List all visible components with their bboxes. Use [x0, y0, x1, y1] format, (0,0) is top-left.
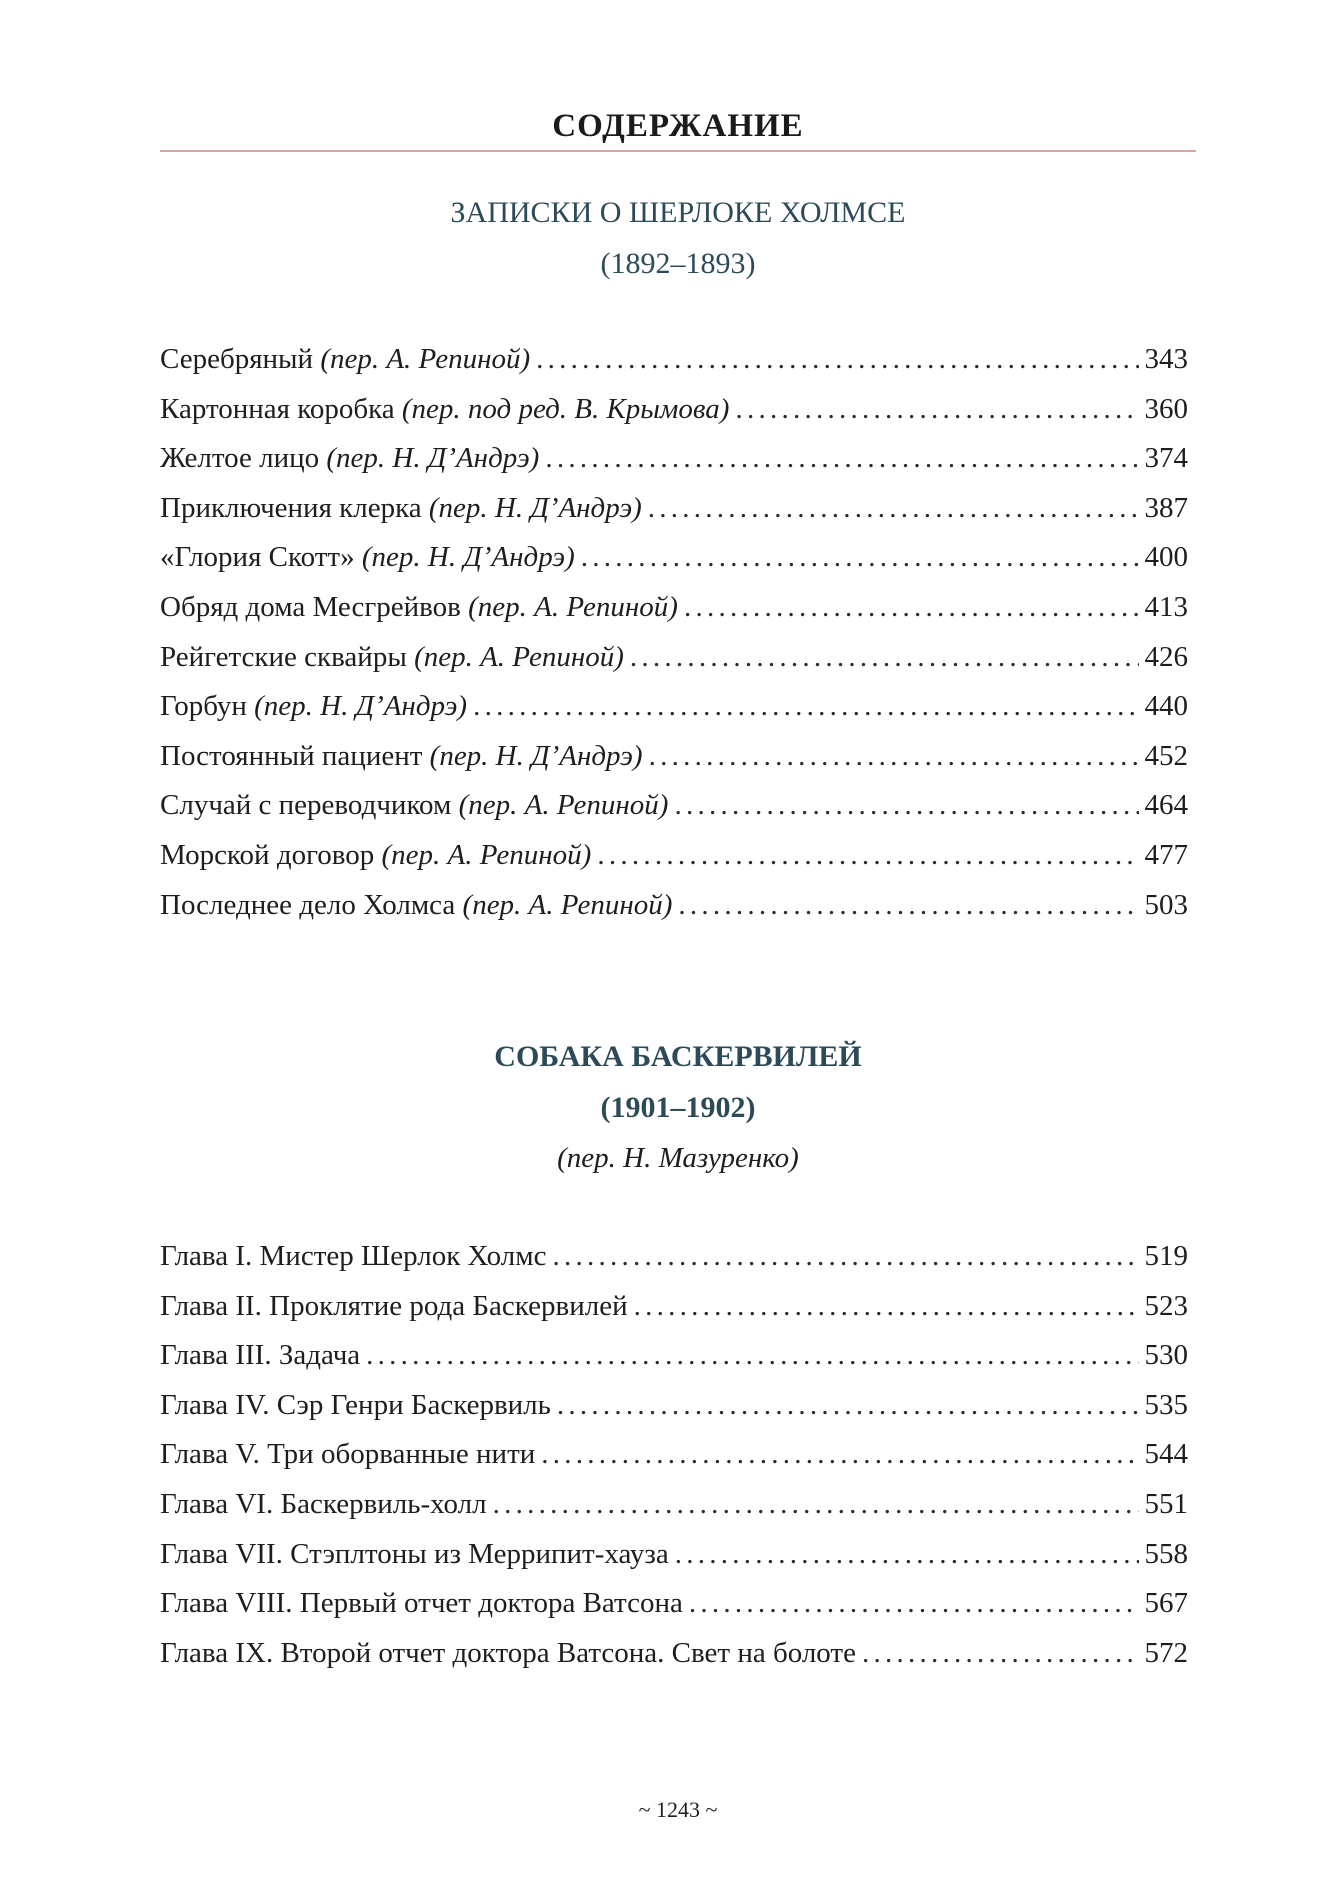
- toc-entry-translator: (пер. А. Репиной): [462, 888, 673, 921]
- toc-entry[interactable]: [160, 1240, 1188, 1290]
- toc-entry-title: Картонная коробка: [160, 392, 395, 425]
- toc-entry-title: Обряд дома Месгрейвов: [160, 590, 461, 623]
- toc-entry[interactable]: [160, 839, 1188, 889]
- section-2-years: (1901–1902): [600, 1091, 756, 1124]
- toc-entry-title: Глава I. Мистер Шерлок Холмс: [160, 1240, 547, 1272]
- leader-dots: [684, 591, 1139, 624]
- toc-entry[interactable]: [160, 1389, 1188, 1439]
- toc-entry-page: 558: [1144, 1537, 1188, 1570]
- leader-dots: [678, 889, 1138, 922]
- toc-entry-page: 413: [1144, 590, 1188, 623]
- toc-entry[interactable]: [160, 442, 1188, 492]
- page-title: СОДЕРЖАНИЕ: [552, 108, 804, 144]
- leader-dots: [536, 343, 1138, 376]
- toc-entry[interactable]: [160, 789, 1188, 839]
- toc-entry-page: 343: [1144, 343, 1188, 375]
- toc-entry-page: 523: [1144, 1289, 1188, 1322]
- section-1-heading: ЗАПИСКИ О ШЕРЛОКЕ ХОЛМСЕ: [450, 196, 906, 229]
- toc-entry[interactable]: [160, 393, 1188, 443]
- leader-dots: [674, 789, 1138, 822]
- toc-entry-translator: (пер. А. Репиной): [468, 590, 678, 623]
- leader-dots: [366, 1339, 1138, 1372]
- toc-entry[interactable]: [160, 1339, 1188, 1389]
- toc-entry[interactable]: [160, 1637, 1188, 1687]
- toc-entry-page: 426: [1144, 640, 1188, 673]
- toc-entry-page: 544: [1144, 1438, 1188, 1471]
- leader-dots: [735, 393, 1138, 426]
- toc-entry-translator: (пер. А. Репиной): [320, 343, 531, 375]
- toc-entry-translator: (пер. А. Репиной): [414, 640, 624, 673]
- toc-entry-page: 572: [1144, 1636, 1188, 1669]
- toc-entry-page: 477: [1144, 838, 1188, 871]
- toc-entry[interactable]: [160, 343, 1188, 393]
- leader-dots: [862, 1637, 1139, 1670]
- toc-entry[interactable]: [160, 641, 1188, 691]
- title-divider: [160, 150, 1196, 152]
- toc-entry[interactable]: [160, 591, 1188, 641]
- toc-entry-title: Случай с переводчиком: [160, 789, 452, 822]
- toc-entry[interactable]: [160, 541, 1188, 591]
- toc-entry-translator: (пер. Н. Д’Андрэ): [326, 442, 540, 475]
- toc-entry-translator: (пер. под ред. В. Крымова): [401, 392, 730, 425]
- toc-entry[interactable]: [160, 1290, 1188, 1340]
- toc-entry-page: 374: [1144, 442, 1188, 475]
- toc-entry-page: 535: [1144, 1388, 1188, 1421]
- leader-dots: [545, 442, 1138, 475]
- toc-entry-title: Глава VI. Баскервиль-холл: [160, 1487, 487, 1520]
- leader-dots: [493, 1488, 1139, 1521]
- toc-entry-title: Серебряный: [160, 343, 314, 375]
- leader-dots: [473, 690, 1138, 723]
- toc-entry-page: 400: [1144, 541, 1188, 574]
- leader-dots: [557, 1389, 1139, 1422]
- toc-entry-page: 440: [1144, 690, 1188, 723]
- toc-entry[interactable]: [160, 740, 1188, 790]
- toc-entry-page: 551: [1144, 1487, 1188, 1520]
- leader-dots: [649, 740, 1139, 773]
- toc-entry[interactable]: [160, 1438, 1188, 1488]
- page-number: ~ 1243 ~: [638, 1797, 718, 1822]
- toc-entry-page: 452: [1144, 739, 1188, 772]
- toc-entry-translator: (пер. А. Репиной): [381, 838, 592, 871]
- toc-entry-title: Постоянный пациент: [160, 739, 423, 772]
- toc-entry-title: Глава II. Проклятие рода Баскервилей: [160, 1289, 628, 1322]
- leader-dots: [597, 839, 1138, 872]
- leader-dots: [630, 641, 1139, 674]
- toc-entry-title: Глава VIII. Первый отчет доктора Ватсона: [160, 1587, 683, 1620]
- toc-entry-page: 503: [1144, 888, 1188, 921]
- toc-entry-translator: (пер. Н. Д’Андрэ): [361, 541, 575, 574]
- toc-entry-translator: (пер. А. Репиной): [458, 789, 669, 822]
- toc-entry[interactable]: [160, 690, 1188, 740]
- toc-entry-title: Приключения клерка: [160, 491, 422, 524]
- toc-entry-translator: (пер. Н. Д’Андрэ): [428, 491, 642, 524]
- section-1-toc: [160, 343, 1188, 938]
- toc-entry[interactable]: [160, 1587, 1188, 1637]
- toc-entry-title: Глава IV. Сэр Генри Баскервиль: [160, 1388, 551, 1421]
- toc-entry-title: Глава V. Три оборванные нити: [160, 1438, 536, 1471]
- toc-entry[interactable]: [160, 492, 1188, 542]
- toc-entry-page: 519: [1144, 1240, 1188, 1272]
- toc-entry-title: Горбун: [160, 690, 247, 723]
- section-1-years: (1892–1893): [600, 247, 756, 280]
- toc-entry-title: Морской договор: [160, 838, 375, 871]
- toc-entry-translator: (пер. Н. Д’Андрэ): [254, 690, 468, 723]
- toc-entry[interactable]: [160, 1538, 1188, 1588]
- toc-entry-title: Желтое лицо: [160, 442, 320, 475]
- section-2-translator: (пер. Н. Мазуренко): [557, 1142, 799, 1174]
- toc-entry-page: 530: [1144, 1339, 1188, 1372]
- toc-entry-title: Рейгетские сквайры: [160, 640, 407, 673]
- toc-entry-translator: (пер. Н. Д’Андрэ): [429, 739, 643, 772]
- leader-dots: [634, 1290, 1139, 1323]
- leader-dots: [689, 1587, 1139, 1620]
- section-2-heading: СОБАКА БАСКЕРВИЛЕЙ: [494, 1040, 862, 1073]
- leader-dots: [648, 492, 1139, 525]
- leader-dots: [541, 1438, 1138, 1471]
- leader-dots: [675, 1538, 1139, 1571]
- toc-entry[interactable]: [160, 889, 1188, 939]
- toc-entry-page: 360: [1144, 392, 1188, 425]
- toc-entry-title: Глава IX. Второй отчет доктора Ватсона. Свет на болоте: [160, 1636, 856, 1669]
- toc-entry-title: «Глория Скотт»: [160, 541, 355, 574]
- toc-entry-title: Последнее дело Холмса: [160, 888, 456, 921]
- toc-entry-title: Глава VII. Стэплтоны из Меррипит-хауза: [160, 1537, 669, 1570]
- toc-entry-page: 567: [1144, 1587, 1188, 1620]
- toc-entry-page: 464: [1144, 789, 1188, 822]
- toc-entry-title: Глава III. Задача: [160, 1339, 361, 1372]
- leader-dots: [552, 1240, 1138, 1273]
- toc-entry[interactable]: [160, 1488, 1188, 1538]
- section-2-toc: [160, 1240, 1188, 1686]
- leader-dots: [581, 541, 1139, 574]
- toc-entry-page: 387: [1144, 491, 1188, 524]
